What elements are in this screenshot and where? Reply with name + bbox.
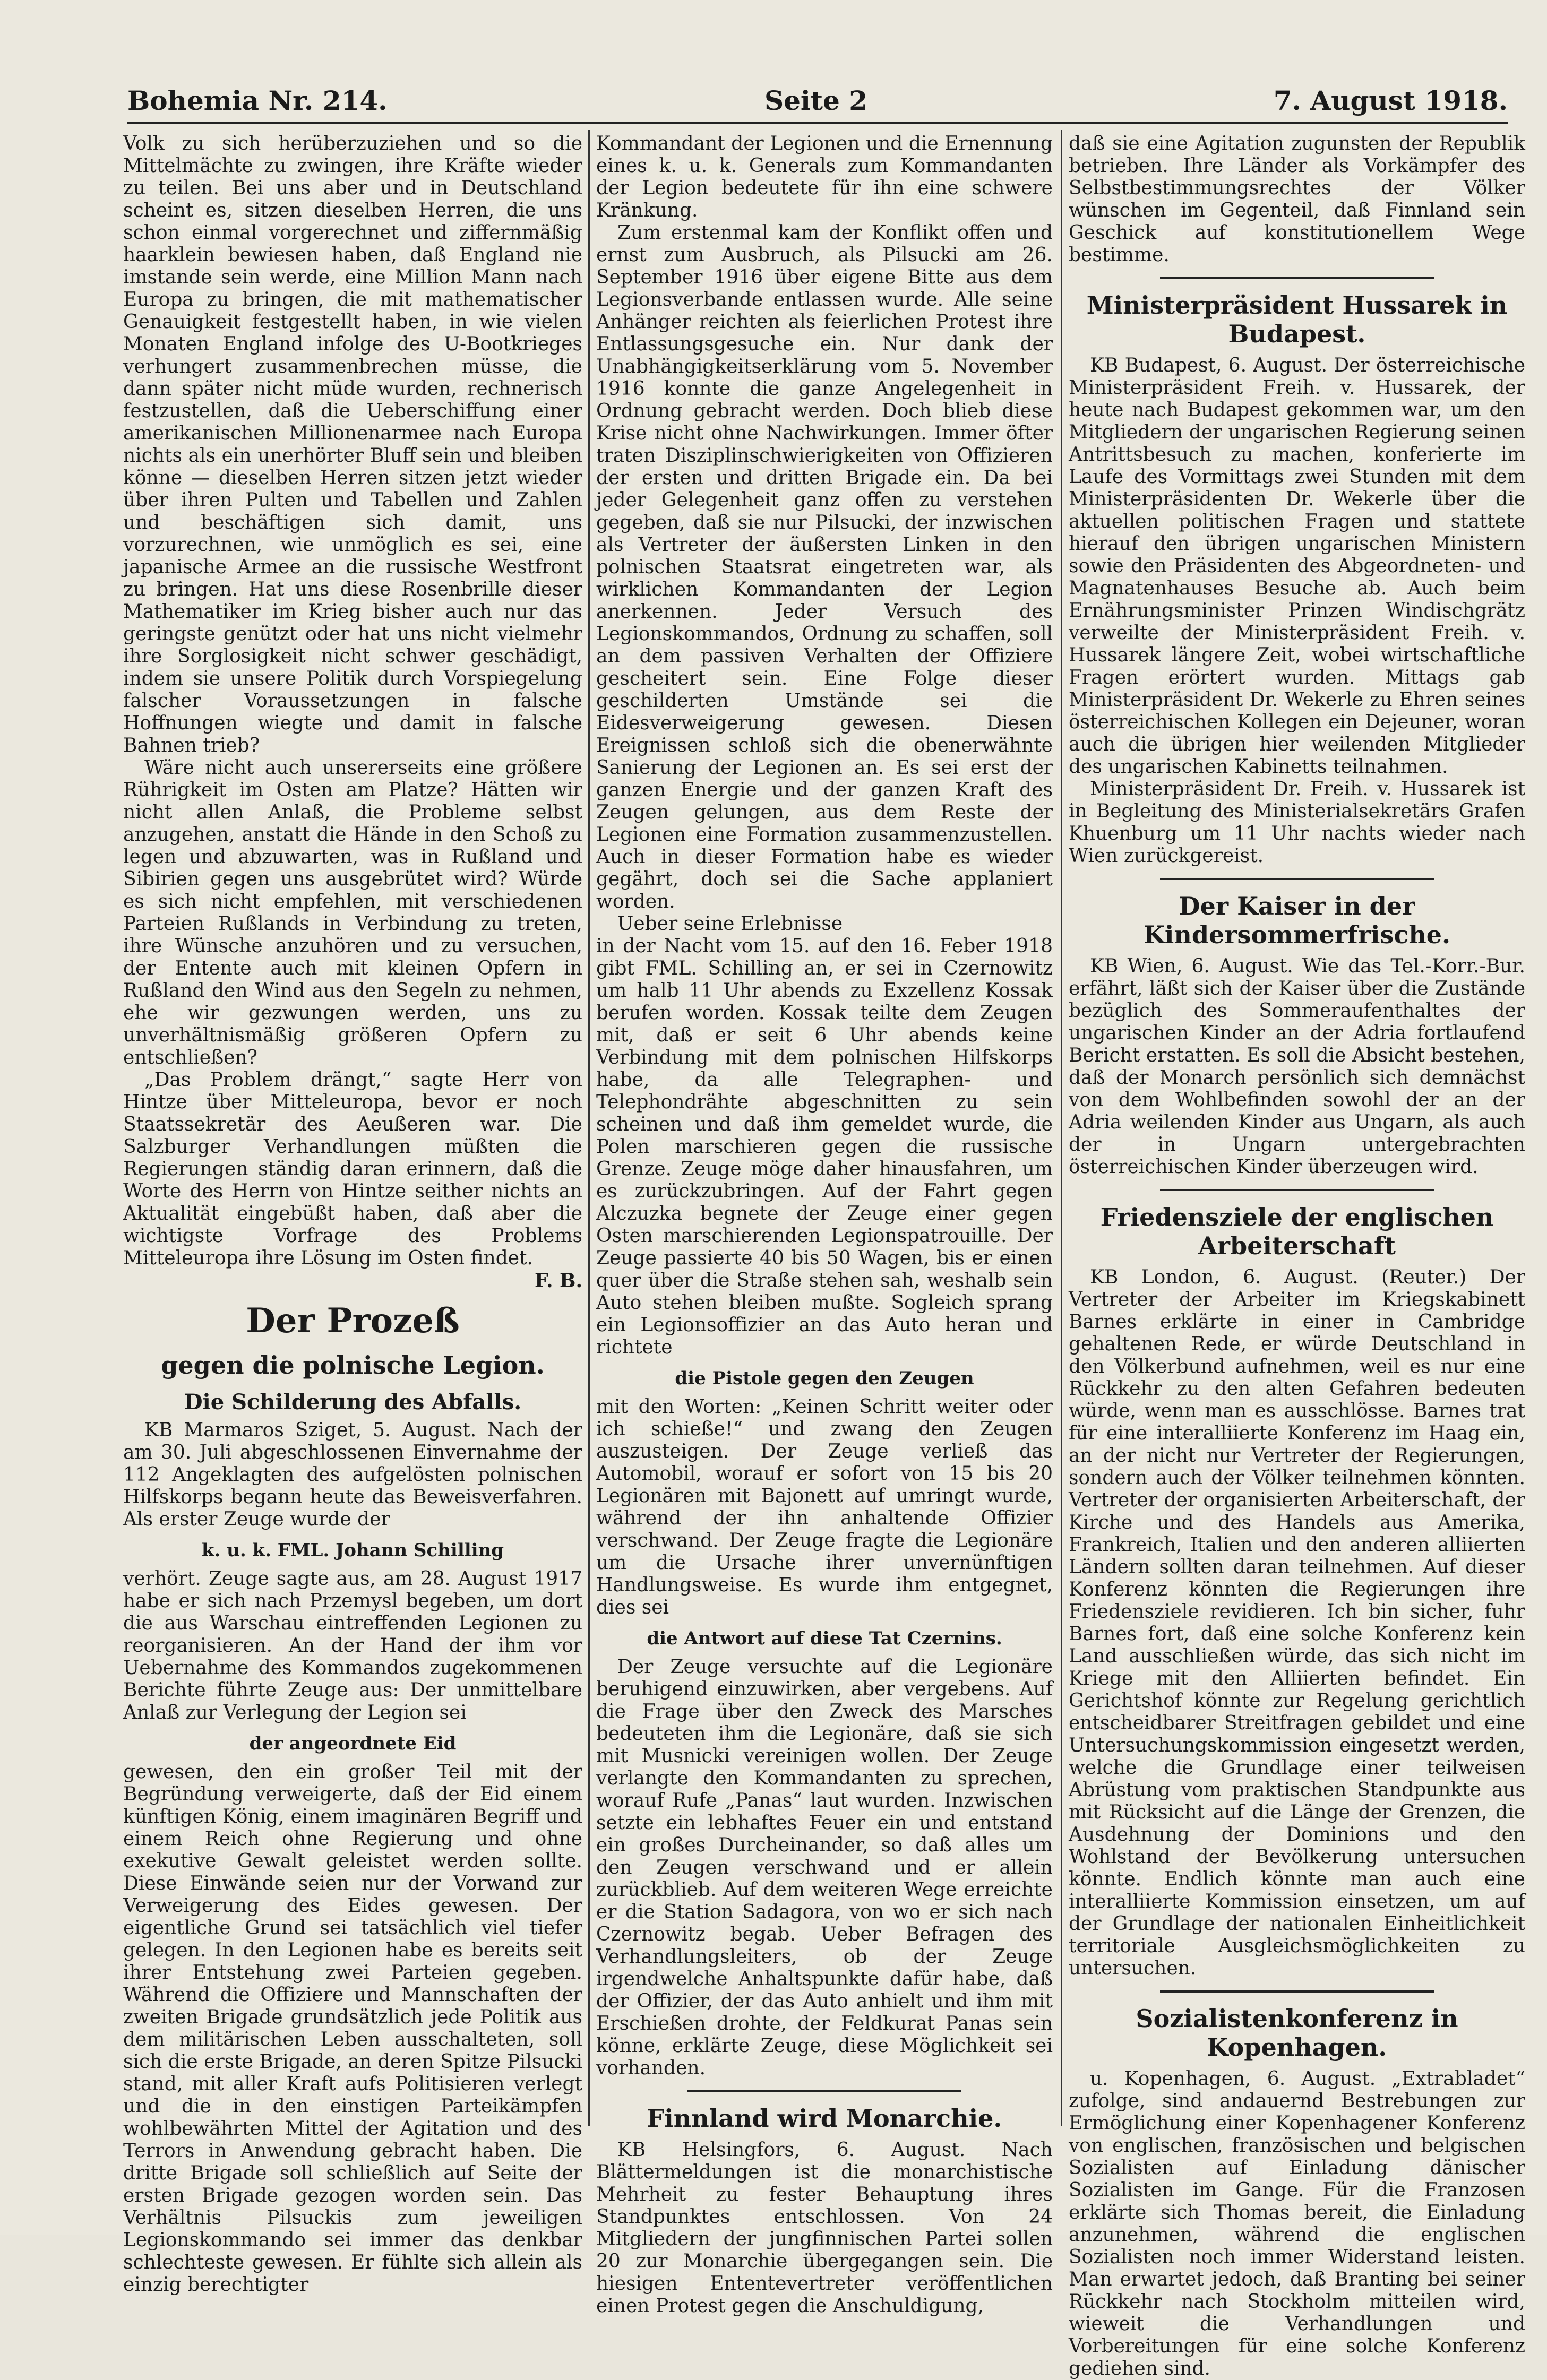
headline-hussarek: Ministerpräsident Hussarek in Budapest. [1086,291,1508,348]
column-3 [1069,133,1525,2379]
intertitle-oath: der angeordnete Eid [249,1733,457,1754]
column-2 [596,133,1053,2317]
article-paragraph: Der Zeuge versuchte auf die Legionäre beruhigend einzuwirken, aber vergebens. Auf die Frage über den Zweck des Marsches bedeuteten ihm die Legionäre, daß sie sich mit Musnicki vereinigen wollen. Der Zeuge verlangte den Kommandanten zu sprechen, worauf Rufe „Panas“ laut wurden. Inzwischen setzte ein lebhaftes Feuer ein und entstand ein großes Durcheinander, so daß alles um den Zeugen verschwand und er allein zurückblieb. Auf dem weiteren Wege erreichte er die Station Sadagora, von wo er sich nach Czernowitz begab. Ueber Befragen des Verhandlungsleiters, ob der Zeuge irgendwelche Anhaltspunkte dafür habe, daß der Offizier, der das Auto anhielt und ihm mit Erschießen drohte, der Feldkurat Panas sein könne, erklärte Zeuge, diese Möglichkeit sei vorhanden. [596,1656,1053,2079]
article-paragraph: in der Nacht vom 15. auf den 16. Feber 1918 gibt FML. Schilling an, er sei in Czernowitz um halb 11 Uhr abends zu Exzellenz Kossak berufen worden. Kossak teilte dem Zeugen mit, daß er seit 6 Uhr abends keine Verbindung mit dem polnischen Hilfskorps habe, da alle Telegraphen- und Telephondrähte abgeschnitten zu sein scheinen und daß ihm gemeldet wurde, die Polen marschieren gegen die russische Grenze. Zeuge möge daher hinausfahren, um es zurückzubringen. Auf der Fahrt gegen Alczuzka begnete der Zeuge einer gegen Osten marschierenden Legionspatrouille. Der Zeuge passierte 40 bis 50 Wagen, bis er einen quer über die Straße stehen sah, weshalb sein Auto stehen bleiben mußte. Sogleich sprang ein Legionsoffizier an das Auto heran und richtete [596,935,1053,1358]
column-rule-1 [588,130,590,2126]
headline-kaiser: Der Kaiser in der Kindersommerfrische. [1143,892,1451,949]
headline-polnische-legion: gegen die polnische Legion. [161,1351,545,1379]
headline-friedensziele: Friedensziele der englischen Arbeiterschaft [1100,1203,1494,1260]
paper-issue: Bohemia Nr. 214. [127,85,388,116]
intertitle-answer: die Antwort auf diese Tat Czernins. [647,1628,1002,1649]
divider [687,2090,961,2092]
article-paragraph: verhört. Zeuge sagte aus, am 28. August 1917 habe er sich nach Przemysl begeben, um dort die aus Warschau eintreffenden Legionen zu reorganisieren. An der Hand der ihm vor Uebernahme des Kommandos zugekommenen Berichte führte Zeuge aus: Der unmittelbare Anlaß zur Verlegung der Legion sei [123,1568,582,1723]
article-paragraph: Zum erstenmal kam der Konflikt offen und ernst zum Ausbruch, als Pilsucki am 26. September 1916 über eigene Bitte aus dem Legionsverbande entlassen wurde. Alle seine Anhänger reichten als feierlichen Protest ihre Entlassungsgesuche ein. Nur dank der Unabhängigkeitserklärung vom 5. November 1916 konnte die ganze Angelegenheit in Ordnung gebracht werden. Doch blieb diese Krise nicht ohne Nachwirkungen. Immer öfter traten Disziplinschwierigkeiten von Offizieren der ersten und dritten Brigade ein. Da bei jeder Gelegenheit ganz offen zu verstehen gegeben, daß sie nur Pilsucki, der inzwischen als Vertreter der äußersten Linken in den polnischen Staatsrat eingetreten war, als wirklichen Kommandanten der Legion anerkennen. Jeder Versuch des Legionskommandos, Ordnung zu schaffen, soll an dem passiven Verhalten der Offiziere gescheitert sein. Eine Folge dieser geschilderten Umstände sei die Eidesverweigerung gewesen. Diesen Ereignissen schloß sich die obenerwähnte Sanierung der Legionen an. Es sei erst der ganzen Energie und der ganzen Kraft des Zeugen gelungen, aus dem Reste der Legionen eine Formation zusammenzustellen. Auch in dieser Formation habe es wieder gegährt, doch sei die Sache applaniert worden. [596,222,1053,912]
article-paragraph: Ministerpräsident Dr. Freih. v. Hussarek ist in Begleitung des Ministerialsekretärs Grafen Khuenburg um 11 Uhr nachts wieder nach Wien zurückgereist. [1069,778,1525,867]
article-paragraph: KB Budapest, 6. August. Der österreichische Ministerpräsident Freih. v. Hussarek, der heute nach Budapest gekommen war, um den Mitgliedern der ungarischen Regierung seinen Antrittsbesuch zu machen, konferierte im Laufe des Vormittags zwei Stunden mit dem Ministerpräsidenten Dr. Wekerle über die aktuellen politischen Fragen und stattete hierauf den übrigen ungarischen Ministern sowie den Präsidenten des Abgeordneten- und Magnatenhauses Besuche ab. Auch beim Ernährungsminister Prinzen Windischgrätz verweilte der Ministerpräsident Freih. v. Hussarek längere Zeit, wobei wirtschaftliche Fragen erörtert wurden. Mittags gab Ministerpräsident Dr. Wekerle zu Ehren seines österreichischen Kollegen ein Dejeuner, woran auch die übrigen hier weilenden Mitglieder des ungarischen Kabinetts teilnahmen. [1069,355,1525,778]
article-paragraph: gewesen, den ein großer Teil mit der Begründung verweigerte, daß der Eid einem künftigen König, einem imaginären Begriff und einem Reich ohne Regierung und ohne exekutive Gewalt geleistet werden sollte. Diese Einwände seien nur der Vorwand zur Verweigerung des Eides gewesen. Der eigentliche Grund sei tatsächlich viel tiefer gelegen. In den Legionen habe es bereits seit ihrer Entstehung zwei Parteien gegeben. Während die Offiziere und Mannschaften der zweiten Brigade grundsätzlich jede Politik aus dem militärischen Leben ausschalteten, soll sich die erste Brigade, an deren Spitze Pilsucki stand, mit aller Kraft aufs Politisieren verlegt und die in den einstigen Parteikämpfen wohlbewährten Mittel der Agitation und des Terrors in Anwendung gebracht haben. Die dritte Brigade soll schließlich auf Seite der ersten Brigade gezogen worden sein. Das Verhältnis Pilsuckis zum jeweiligen Legionskommando sei immer das denkbar schlechteste gewesen. Er fühlte sich allein als einzig berechtigter [123,1761,582,2296]
article-paragraph: KB Wien, 6. August. Wie das Tel.-Korr.-Bur. erfährt, läßt sich der Kaiser über die Zustände bezüglich des Sommeraufenthaltes der ungarischen Kinder an der Adria fortlaufend Bericht erstatten. Es soll die Absicht bestehen, daß der Monarch persönlich sich demnächst von dem Wohlbefinden sowohl der an der Adria weilenden Kinder aus Ungarn, als auch der in Ungarn untergebrachten österreichischen Kinder überzeugen wird. [1069,955,1525,1178]
article-paragraph: KB Helsingfors, 6. August. Nach Blättermeldungen ist die monarchistische Mehrheit zu fester Behauptung ihres Standpunktes entschlossen. Von 24 Mitgliedern der jungfinnischen Partei sollen 20 zur Monarchie übergegangen sein. Die hiesigen Ententevertreter veröffentlichen einen Protest gegen die Anschuldigung, [596,2139,1053,2317]
issue-date: 7. August 1918. [1273,85,1508,116]
article-paragraph: u. Kopenhagen, 6. August. „Extrabladet“ zufolge, sind andauernd Bestrebungen zur Ermöglichung einer Kopenhagener Konferenz von englischen, französischen und belgischen Sozialisten auf Einladung dänischer Sozialisten im Gange. Für die Franzosen erklärte sich Thomas bereit, die Einladung anzunehmen, während die englischen Sozialisten noch immer Widerstand leisten. Man erwartet jedoch, daß Branting bei seiner Rückkehr nach Stockholm mitteilen wird, wieweit die Verhandlungen und Vorbereitungen für eine solche Konferenz gediehen sind. [1069,2068,1525,2379]
article-paragraph: Kommandant der Legionen und die Ernennung eines k. u. k. Generals zum Kommandanten der Legion bedeutete für ihn eine schwere Kränkung. [596,133,1053,221]
column-rule-2 [1061,130,1062,2126]
subheadline: Die Schilderung des Abfalls. [184,1390,522,1415]
headline-finnland: Finnland wird Monarchie. [647,2104,1002,2133]
article-paragraph: daß sie eine Agitation zugunsten der Republik betrieben. Ihre Länder als Vorkämpfer des Selbstbestimmungsrechtes der Völker wünschen im Gegenteil, daß Finnland sein Geschick auf konstitutionellem Wege bestimme. [1069,133,1525,266]
column-1 [123,133,582,2296]
page-header [127,80,1508,124]
author-signature: F. B. [535,1270,582,1292]
divider [1160,1189,1434,1191]
article-paragraph: KB London, 6. August. (Reuter.) Der Vertreter der Arbeiter im Kriegskabinett Barnes erklärte in einer in Cambridge gehaltenen Rede, er würde Deutschland in den Völkerbund aufnehmen, weil es nur eine Rückkehr zu den alten Gefahren bedeuten würde, wenn man es ausschlösse. Barnes trat für eine interalliierte Konferenz im Haag ein, an der nicht nur Vertreter der Regierungen, sondern auch der Völker teilnehmen könnten. Vertreter der organisierten Arbeiterschaft, der Kirche und des Handels aus Amerika, Frankreich, Italien und den anderen alliierten Ländern sollten daran teilnehmen. Auf dieser Konferenz könnten die Regierungen ihre Friedensziele revidieren. Ich bin sicher, fuhr Barnes fort, daß eine solche Konferenz kein Land ausschließen würde, das sich nicht im Kriege mit den Alliierten befindet. Ein Gerichtshof könnte zur Regelung gerichtlich entscheidbarer Streitfragen gebildet und eine Untersuchungskommission eingesetzt werden, welche die Grundlage einer teilweisen Abrüstung vom praktischen Standpunkte aus mit Rücksicht auf die Länge der Grenzen, die Ausdehnung der Dominions und den Wohlstand der Bevölkerung untersuchen könnte. Endlich könnte man auch eine interalliierte Kommission einsetzen, um auf der Grundlage der nationalen Einheitlichkeit territoriale Ausgleichsmöglichkeiten zu untersuchen. [1069,1266,1525,1979]
article-paragraph: KB Marmaros Sziget, 5. August. Nach der am 30. Juli abgeschlossenen Einvernahme der 112 Angeklagten des aufgelösten polnischen Hilfskorps begann heute das Beweisverfahren. Als erster Zeuge wurde der [123,1419,582,1530]
headline-prozess: Der Prozeß [246,1301,460,1341]
divider [1160,1990,1434,1993]
intertitle-witness: k. u. k. FML. Johann Schilling [201,1540,504,1561]
divider [1160,878,1434,880]
article-paragraph: Wäre nicht auch unsererseits eine größere Rührigkeit im Osten am Platze? Hätten wir nicht allen Anlaß, die Probleme selbst anzugehen, anstatt die Hände in den Schoß zu legen und abzuwarten, was in Rußland und Sibirien gegen uns ausgebrütet wird? Würde es sich nicht empfehlen, mit verschiedenen Parteien Rußlands in Verbindung zu treten, ihre Wünsche anzuhören und zu versuchen, der Entente auch mit kleinen Opfern in Rußland den Wind aus den Segeln zu nehmen, ehe wir gezwungen werden, uns zu unverhältnismäßig größeren Opfern zu entschließen? [123,757,582,1068]
headline-kopenhagen: Sozialistenkonferenz in Kopenhagen. [1136,2004,1458,2062]
article-paragraph: Volk zu sich herüberzuziehen und so die Mittelmächte zu zwingen, ihre Kräfte wieder zu teilen. Bei uns aber und in Deutschland scheint es, sitzen dieselben Herren, die uns schon einmal vorgerechnet und ziffernmäßig haarklein bewiesen haben, daß England nie imstande sein werde, eine Million Mann nach Europa zu bringen, die mit mathematischer Genauigkeit festgestellt haben, in wie vielen Monaten England infolge des U-Bootkrieges verhungert zusammenbrechen müsse, die dann später nicht müde wurden, rechnerisch festzustellen, daß die Ueberschiffung einer amerikanischen Millionenarmee nach Europa nichts als ein unerhörter Bluff sein und bleiben könne — dieselben Herren sitzen jetzt wieder über ihren Pulten und Tabellen und Zahlen und beschäftigen sich damit, uns vorzurechnen, wie unmöglich es sei, eine japanische Armee an die russische Westfront zu bringen. Hat uns diese Rosenbrille dieser Mathematiker im Krieg bisher auch nur das geringste genützt oder hat uns nicht vielmehr ihre Sorglosigkeit nicht schwer geschädigt, indem sie unsere Politik durch Vorspiegelung falscher Voraussetzungen in falsche Hoffnungen wiegte und damit in falsche Bahnen trieb? [123,133,582,756]
article-paragraph: Ueber seine Erlebnisse [617,913,843,935]
page-number: Seite 2 [764,85,868,116]
divider [1160,277,1434,279]
article-paragraph: „Das Problem drängt,“ sagte Herr von Hintze über Mitteleuropa, bevor er noch Staatssekretär des Aeußeren war. Die Salzburger Verhandlungen müßten die Regierungen ständig daran erinnern, daß die Worte des Herrn von Hintze seither nichts an Aktualität eingebüßt haben, daß aber die wichtigste Vorfrage des Problems Mitteleuropa ihre Lösung im Osten findet. [123,1069,582,1269]
intertitle-pistol: die Pistole gegen den Zeugen [675,1368,974,1389]
article-paragraph: mit den Worten: „Keinen Schritt weiter oder ich schieße!“ und zwang den Zeugen auszusteigen. Der Zeuge verließ das Automobil, worauf er sofort von 15 bis 20 Legionären mit Bajonett auf umringt wurde, während der ihn anhaltende Offizier verschwand. Der Zeuge fragte die Legionäre um die Ursache ihrer unvernünftigen Handlungsweise. Es wurde ihm entgegnet, dies sei [596,1396,1053,1618]
